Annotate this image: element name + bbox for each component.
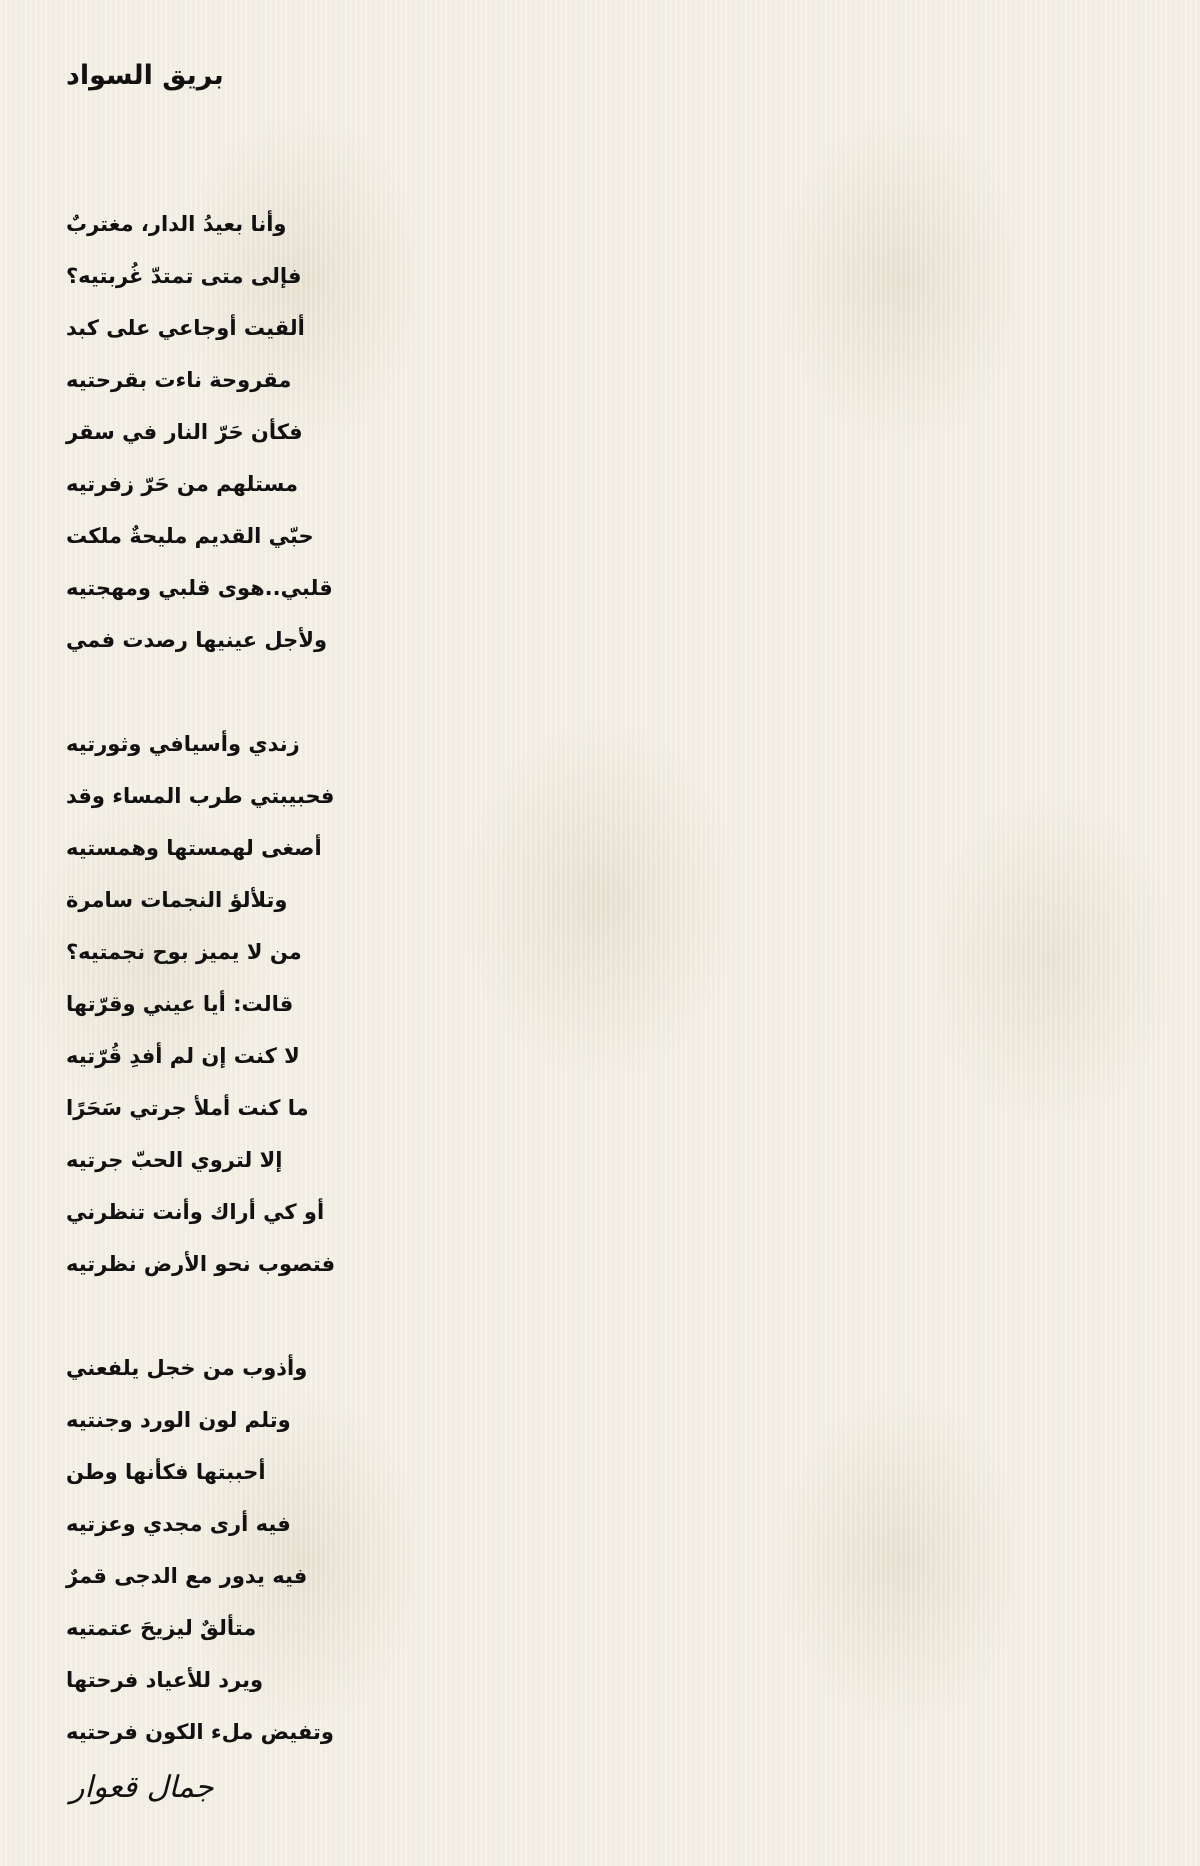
verse-line: ويرد للأعياد فرحتها xyxy=(66,1668,264,1692)
verse-line: وتفيض ملء الكون فرحتيه xyxy=(66,1720,334,1744)
author-signature: جمال قعوار xyxy=(70,1770,214,1805)
verse-line: فحبيبتي طرب المساء وقد xyxy=(66,784,335,808)
verse-line: فيه يدور مع الدجى قمرٌ xyxy=(66,1564,308,1588)
poem-container xyxy=(66,52,486,1758)
verse-line: متألقٌ ليزيحَ عتمتيه xyxy=(66,1616,257,1640)
verse-line: مستلهم من حَرّ زفرتيه xyxy=(66,472,298,496)
verse-line: لا كنت إن لم أفدِ قُرّتيه xyxy=(66,1044,300,1068)
poem-title: بريق السواد xyxy=(66,60,224,91)
verse-line: فإلى متى تمتدّ غُربتيه؟ xyxy=(66,264,302,288)
verse-line: قلبي..هوى قلبي ومهجتيه xyxy=(66,576,333,600)
verse-line: ألقيت أوجاعي على كبد xyxy=(66,316,305,340)
verse-line: مقروحة ناءت بقرحتيه xyxy=(66,368,292,392)
verse-line: أو كي أراك وأنت تنظرني xyxy=(66,1200,325,1224)
poem-body xyxy=(66,198,486,1758)
verse-line: فيه أرى مجدي وعزتيه xyxy=(66,1512,291,1536)
verse-line: فكأن حَرّ النار في سقر xyxy=(66,420,303,444)
stanza xyxy=(66,198,486,666)
verse-line: أحببتها فكأنها وطن xyxy=(66,1460,266,1484)
verse-line: قالت: أيا عيني وقرّتها xyxy=(66,992,294,1016)
verse-line: فتصوب نحو الأرض نظرتيه xyxy=(66,1252,336,1276)
verse-line: ما كنت أملأ جرتي سَحَرًا xyxy=(66,1096,309,1120)
stanza xyxy=(66,1342,486,1758)
verse-line: حبّي القديم مليحةٌ ملكت xyxy=(66,524,314,548)
stanza xyxy=(66,718,486,1290)
verse-line: وتلم لون الورد وجنتيه xyxy=(66,1408,291,1432)
verse-line: وتلألؤ النجمات سامرة xyxy=(66,888,288,912)
verse-line: زندي وأسيافي وثورتيه xyxy=(66,732,300,756)
verse-line: أصغى لهمستها وهمستيه xyxy=(66,836,322,860)
verse-line: إلا لتروي الحبّ جرتيه xyxy=(66,1148,283,1172)
verse-line: ولأجل عينيها رصدت فمي xyxy=(66,628,328,652)
verse-line: وأذوب من خجل يلفعني xyxy=(66,1356,308,1380)
verse-line: وأنا بعيدُ الدار، مغتربٌ xyxy=(66,212,287,236)
verse-line: من لا يميز بوح نجمتيه؟ xyxy=(66,940,302,964)
